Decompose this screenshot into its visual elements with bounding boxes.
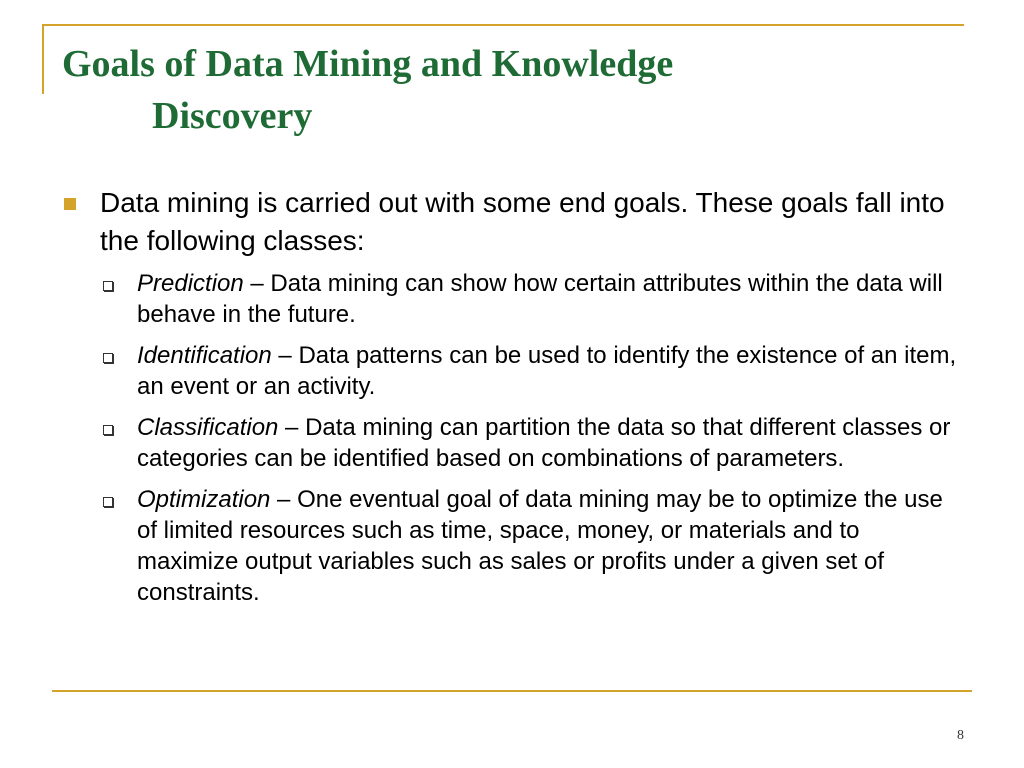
page-number: 8 [957, 728, 964, 743]
hollow-square-bullet-icon [103, 425, 113, 435]
goal-item-optimization [60, 484, 960, 608]
title-frame-left-border [42, 24, 44, 94]
goal-item-classification [60, 412, 960, 474]
hollow-square-bullet-icon [103, 281, 113, 291]
hollow-square-bullet-icon [103, 497, 113, 507]
goal-term: Identification [137, 342, 272, 369]
goal-term: Classification [137, 414, 279, 441]
goal-term: Prediction [137, 270, 244, 297]
main-bullet [60, 184, 960, 260]
goal-description: – Data patterns can be used to identify the existence of an item, an event or an activity. [137, 342, 957, 400]
hollow-square-bullet-icon [103, 353, 113, 363]
footer-divider [52, 690, 972, 692]
slide-title-line1: Goals of Data Mining and Knowledge [62, 43, 674, 85]
goal-description: – Data mining can show how certain attributes within the data will behave in the future. [137, 270, 943, 328]
goal-item-identification [60, 340, 960, 402]
filled-square-bullet-icon [64, 198, 76, 210]
slide-body [60, 184, 960, 618]
goal-classes-list [60, 268, 960, 608]
goal-item-prediction [60, 268, 960, 330]
slide-title [62, 38, 942, 142]
goal-description: – One eventual goal of data mining may be to optimize the use of limited resources such as time, space, money, or materials and to maximize output variables such as sales or profits under a given set of constraints. [137, 486, 943, 606]
goal-description: – Data mining can partition the data so that different classes or categories can be identified based on combinations of parameters. [137, 414, 951, 472]
main-bullet-text: Data mining is carried out with some end goals. These goals fall into the following classes: [100, 187, 945, 256]
goal-term: Optimization [137, 486, 271, 513]
slide-title-line2: Discovery [152, 95, 313, 137]
title-frame-top-border [42, 24, 964, 26]
